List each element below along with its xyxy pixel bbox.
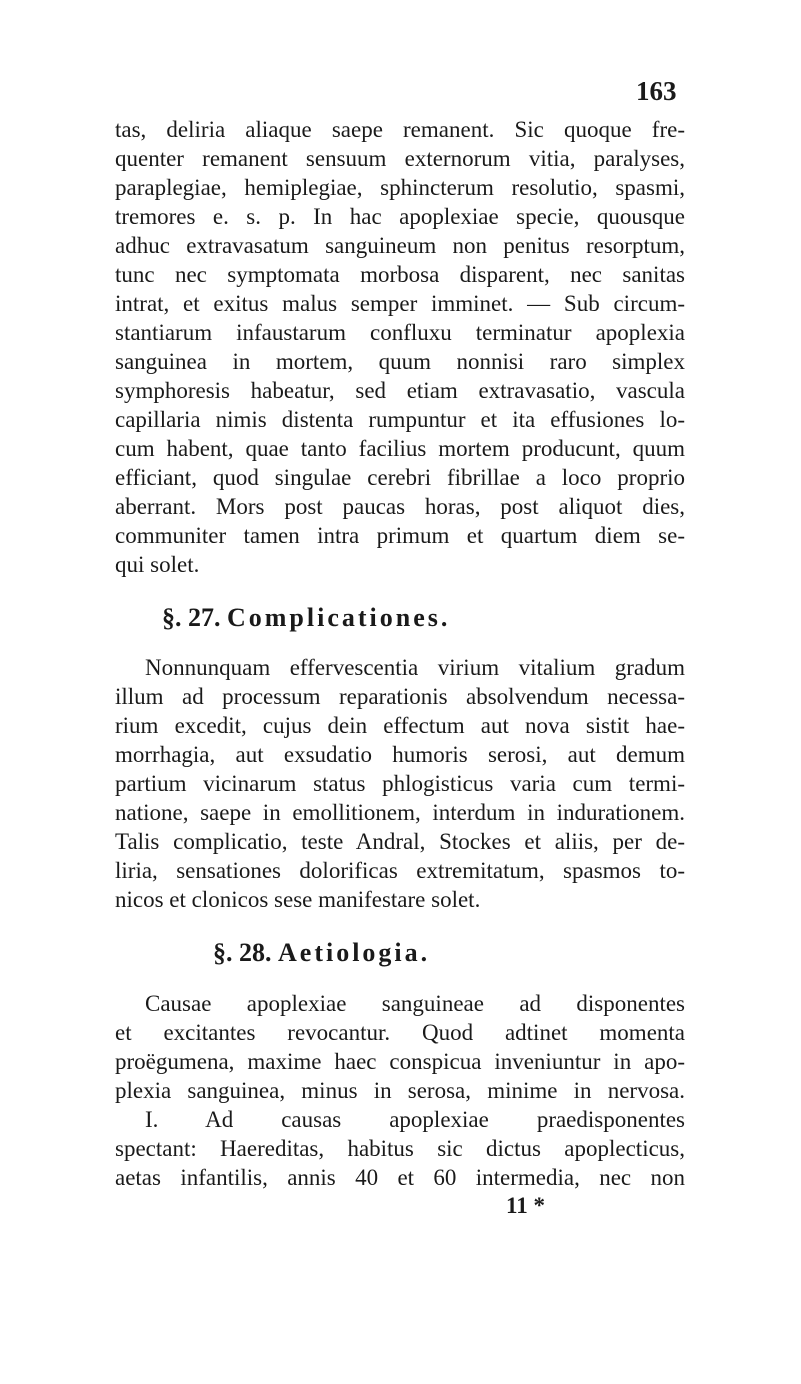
text-line: et excitantes revocantur. Quod adtinet momenta — [115, 1020, 685, 1045]
section-heading-27 — [162, 603, 450, 633]
text-line: plexia sanguinea, minus in serosa, minime in nervosa. — [115, 1078, 685, 1103]
text-line: paraplegiae, hemiplegiae, sphincterum resolutio, spasmi, — [115, 175, 685, 200]
text-line: I. Ad causas apoplexiae praedisponentes — [145, 1107, 685, 1132]
text-line: symphoresis habeatur, sed etiam extravasatio, vascula — [115, 378, 685, 403]
text-line: adhuc extravasatum sanguineum non penitus resorptum, — [115, 233, 685, 258]
text-line: illum ad processum reparationis absolvendum necessa- — [115, 684, 685, 709]
text-line: communiter tamen intra primum et quartum diem se- — [115, 523, 685, 548]
text-line: stantiarum infaustarum confluxu terminatur apoplexia — [115, 320, 685, 345]
text-line: natione, saepe in emollitionem, interdum in indurationem. — [115, 800, 685, 825]
section-heading-28 — [213, 938, 430, 968]
catchword: 11 * — [506, 1193, 545, 1218]
text-line: tremores e. s. p. In hac apoplexiae specie, quousque — [115, 204, 685, 229]
text-line: qui solet. — [115, 552, 200, 577]
text-line: cum habent, quae tanto facilius mortem producunt, quum — [115, 436, 685, 461]
text-line: Nonnunquam effervescentia virium vitalium gradum — [145, 655, 685, 680]
section-title: Aetiologia. — [278, 938, 431, 967]
text-line: rium excedit, cujus dein effectum aut nova sistit hae- — [115, 713, 685, 738]
section-title: Complicationes. — [227, 603, 451, 632]
text-line: Talis complicatio, teste Andral, Stockes et aliis, per de- — [115, 829, 685, 854]
page-number: 163 — [636, 76, 677, 106]
text-line: nicos et clonicos sese manifestare solet. — [115, 887, 481, 912]
text-line: proëgumena, maxime haec conspicua inveniuntur in apo- — [115, 1049, 685, 1074]
text-line: aberrant. Mors post paucas horas, post aliquot dies, — [115, 494, 685, 519]
text-line: partium vicinarum status phlogisticus varia cum termi- — [115, 771, 685, 796]
text-line: efficiant, quod singulae cerebri fibrillae a loco proprio — [115, 465, 685, 490]
text-line: tunc nec symptomata morbosa disparent, nec sanitas — [115, 262, 685, 287]
text-line: spectant: Haereditas, habitus sic dictus apoplecticus, — [115, 1136, 685, 1161]
text-line: liria, sensationes dolorificas extremitatum, spasmos to- — [115, 858, 685, 883]
text-line: sanguinea in mortem, quum nonnisi raro simplex — [115, 349, 685, 374]
text-line: morrhagia, aut exsudatio humoris serosi, aut demum — [115, 742, 685, 767]
text-line: quenter remanent sensuum externorum vitia, paralyses, — [115, 146, 685, 171]
text-line: Causae apoplexiae sanguineae ad disponentes — [145, 991, 685, 1016]
section-number: §. 28. — [213, 938, 272, 967]
text-line: aetas infantilis, annis 40 et 60 intermedia, nec non — [115, 1165, 685, 1190]
text-line: tas, deliria aliaque saepe remanent. Sic quoque fre- — [115, 117, 685, 142]
section-number: §. 27. — [162, 603, 221, 632]
text-line: capillaria nimis distenta rumpuntur et ita effusiones lo- — [115, 407, 685, 432]
text-line: intrat, et exitus malus semper imminet. — Sub circum- — [115, 291, 685, 316]
